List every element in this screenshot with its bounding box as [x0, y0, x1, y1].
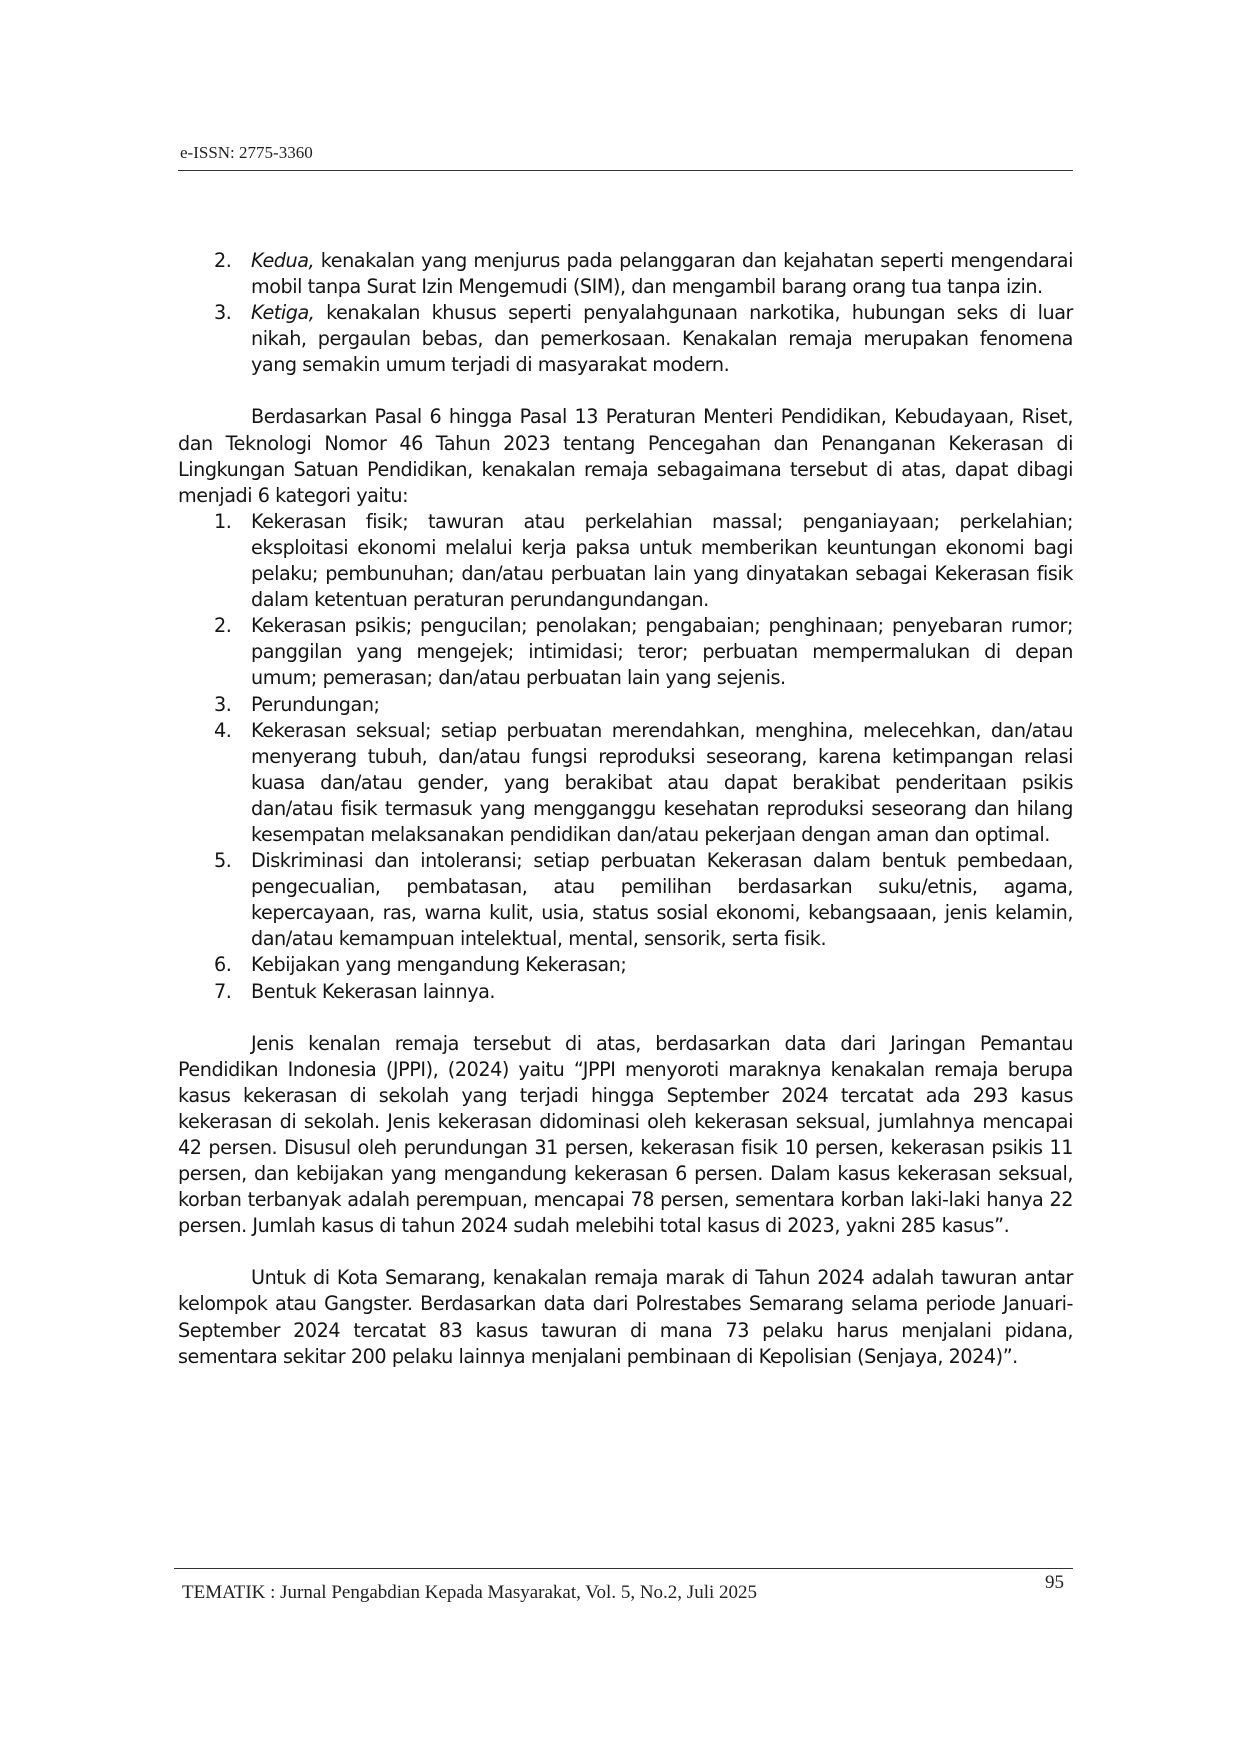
list-item	[178, 952, 1073, 978]
list-item-text: Perundungan;	[251, 692, 380, 716]
list-item-text: Kebijakan yang mengandung Kekerasan;	[251, 953, 627, 977]
page-number: 95	[1045, 1572, 1064, 1593]
paragraph: Berdasarkan Pasal 6 hingga Pasal 13 Peraturan Menteri Pendidikan, Kebudayaan, Riset, dan Teknologi Nomor 46 Tahun 2023 tentang Pencegahan dan Penanganan Kekerasan di Lingkungan Satuan Pendidikan, kenakalan remaja sebagaimana tersebut di atas, dapat dibagi menjadi 6 kategori yaitu:	[178, 405, 1073, 507]
paragraph-gap	[178, 1005, 1073, 1031]
list-item	[178, 248, 1073, 300]
paragraph: Jenis kenalan remaja tersebut di atas, berdasarkan data dari Jaringan Pemantau Pendidikan Indonesia (JPPI), (2024) yaitu “JPPI menyoroti maraknya kenakalan remaja berupa kasus kekerasan di sekolah yang terjadi hingga September 2024 tercatat ada 293 kasus kekerasan di sekolah. Jenis kekerasan didominasi oleh kekerasan seksual, jumlahnya mencapai 42 persen. Disusul oleh perundungan 31 persen, kekerasan fisik 10 persen, kekerasan psikis 11 persen, dan kebijakan yang mengandung kekerasan 6 persen. Dalam kasus kekerasan seksual, korban terbanyak adalah perempuan, mencapai 78 persen, sementara korban laki-laki hanya 22 persen. Jumlah kasus di tahun 2024 sudah melebihi total kasus di 2023, yakni 285 kasus”.	[178, 1031, 1073, 1238]
footer-rule	[174, 1568, 1073, 1569]
list-kenakalan	[178, 248, 1073, 378]
list-item	[178, 509, 1073, 613]
list-item-number: 3.	[214, 692, 232, 716]
list-item-text: Kekerasan psikis; pengucilan; penolakan; pengabaian; penghinaan; penyebaran rumor; panggilan yang mengejek; intimidasi; teror; perbuatan mempermalukan di depan umum; pemerasan; dan/atau perbuatan lain yang sejenis.	[251, 614, 1073, 690]
list-item-lead: Ketiga,	[251, 301, 315, 325]
paragraph-gap	[178, 1239, 1073, 1265]
list-item	[178, 300, 1073, 378]
paragraph-gap	[178, 378, 1073, 404]
body-text	[178, 248, 1073, 1370]
list-item-number: 3.	[214, 301, 232, 325]
list-item-text: kenakalan yang menjurus pada pelanggaran dan kejahatan seperti mengendarai mobil tanpa Surat Izin Mengemudi (SIM), dan mengambil barang orang tua tanpa izin.	[251, 249, 1073, 299]
paragraph: Untuk di Kota Semarang, kenakalan remaja marak di Tahun 2024 adalah tawuran antar kelompok atau Gangster. Berdasarkan data dari Polrestabes Semarang selama periode Januari-September 2024 tercatat 83 kasus tawuran di mana 73 pelaku harus menjalani pidana, sementara sekitar 200 pelaku lainnya menjalani pembinaan di Kepolisian (Senjaya, 2024)”.	[178, 1266, 1073, 1368]
list-item-text: Diskriminasi dan intoleransi; setiap perbuatan Kekerasan dalam bentuk pembedaan, pengecualian, pembatasan, atau pemilihan berdasarkan suku/etnis, agama, kepercayaan, ras, warna kulit, usia, status sosial ekonomi, kebangsaaan, jenis kelamin, dan/atau kemampuan intelektual, mental, sensorik, serta fisik.	[251, 849, 1073, 951]
list-item-lead: Kedua,	[251, 249, 315, 272]
list-item-number: 7.	[214, 979, 232, 1003]
list-item	[178, 613, 1073, 691]
list-item-text: Kekerasan fisik; tawuran atau perkelahian massal; penganiayaan; perkelahian; eksploitasi ekonomi melalui kerja paksa untuk memberikan keuntungan ekonomi bagi pelaku; pembunuhan; dan/atau perbuatan lain yang dinyatakan sebagai Kekerasan fisik dalam ketentuan peraturan perundangundangan.	[251, 509, 1073, 612]
footer-journal: TEMATIK : Jurnal Pengabdian Kepada Masyarakat, Vol. 5, No.2, Juli 2025	[182, 1582, 758, 1603]
list-item	[178, 848, 1073, 952]
header-issn: e-ISSN: 2775-3360	[180, 143, 313, 162]
list-item-number: 1.	[214, 509, 232, 533]
list-item-number: 6.	[214, 953, 232, 977]
list-item	[178, 718, 1073, 848]
list-item-number: 4.	[214, 718, 232, 742]
list-item-number: 5.	[214, 849, 232, 873]
list-item-text: Bentuk Kekerasan lainnya.	[251, 979, 496, 1003]
list-item-number: 2.	[214, 614, 232, 638]
list-item-text: Kekerasan seksual; setiap perbuatan merendahkan, menghina, melecehkan, dan/atau menyerang tubuh, dan/atau fungsi reproduksi seseorang, karena ketimpangan relasi kuasa dan/atau gender, yang berakibat atau dapat berakibat penderitaan psikis dan/atau fisik termasuk yang mengganggu kesehatan reproduksi seseorang dan hilang kesempatan melaksanakan pendidikan dan/atau pekerjaan dengan aman dan optimal.	[251, 718, 1073, 846]
list-item	[178, 692, 1073, 718]
list-item-text: kenakalan khusus seperti penyalahgunaan narkotika, hubungan seks di luar nikah, pergaulan bebas, dan pemerkosaan. Kenakalan remaja merupakan fenomena yang semakin umum terjadi di masyarakat modern.	[251, 301, 1073, 377]
list-item	[178, 979, 1073, 1005]
list-item-number: 2.	[214, 249, 232, 272]
header-rule	[178, 170, 1073, 171]
list-kategori	[178, 509, 1073, 1005]
